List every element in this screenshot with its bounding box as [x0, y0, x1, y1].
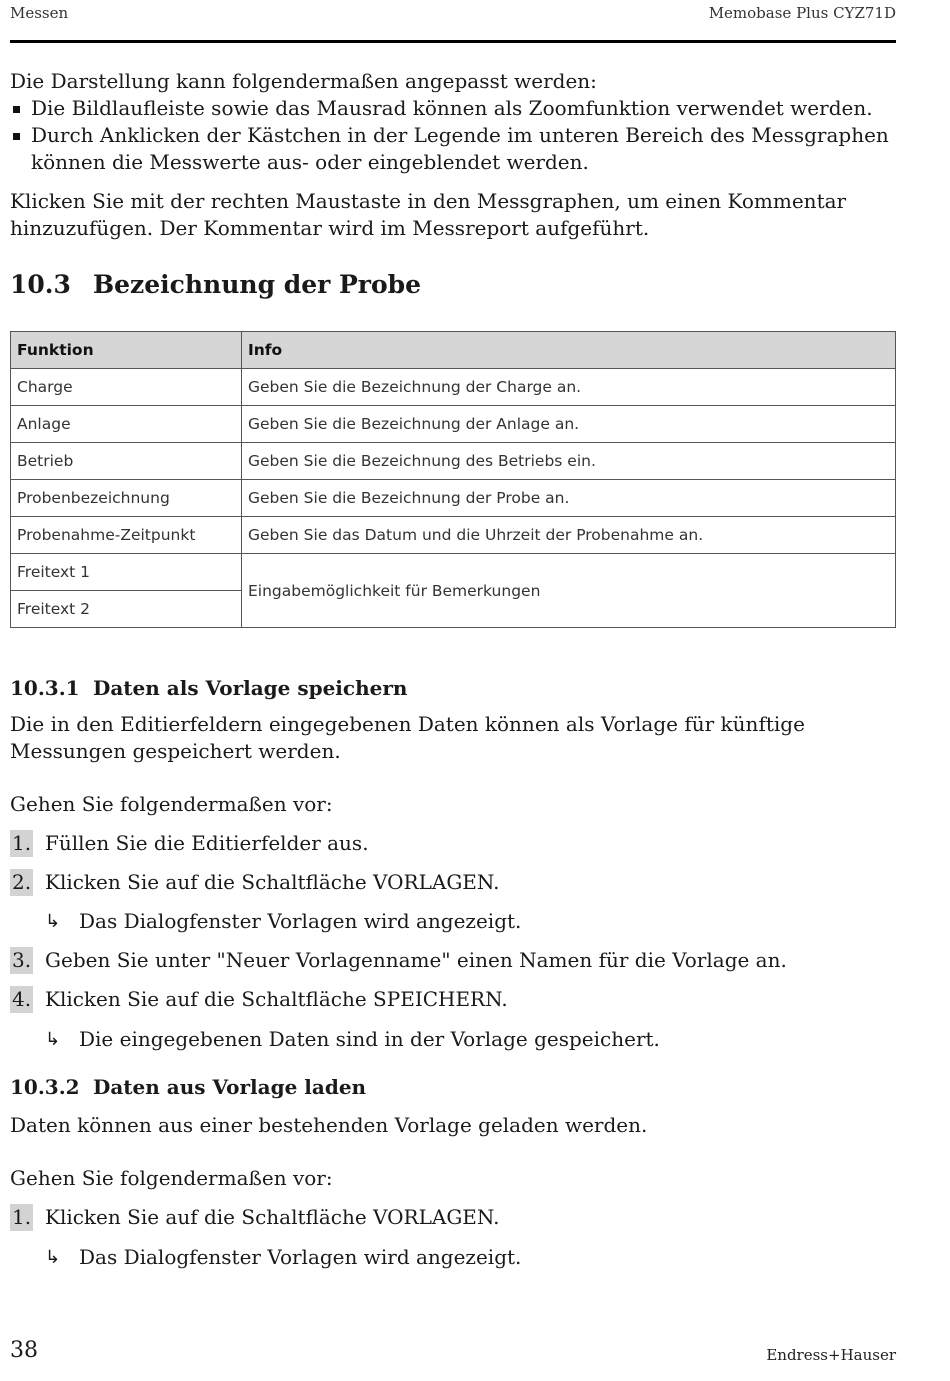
header-product-name: Memobase Plus CYZ71D: [708, 4, 896, 22]
table-cell-function: Freitext 2: [11, 591, 242, 628]
result-arrow-icon: ↳: [45, 911, 61, 932]
step-text: Geben Sie unter "Neuer Vorlagenname" einen Namen für die Vorlage an.: [45, 948, 787, 972]
table-row: [11, 480, 896, 517]
table-cell-function: Probenbezeichnung: [11, 480, 242, 517]
subsection-title: Daten als Vorlage speichern: [93, 676, 408, 700]
intro-text: Die Darstellung kann folgendermaßen angepasst werden:: [10, 69, 597, 93]
table-row: [11, 369, 896, 406]
subsection-title: Daten aus Vorlage laden: [93, 1075, 367, 1099]
page-content: [10, 68, 896, 1271]
table-header-cell: Info: [242, 332, 896, 369]
list-item: [10, 947, 896, 974]
table-cell-info: Geben Sie die Bezeichnung der Anlage an.: [242, 406, 896, 443]
table-row: [11, 554, 896, 591]
header-section-title: Messen: [10, 4, 69, 22]
result-text: Die eingegebenen Daten sind in der Vorlage gespeichert.: [79, 1027, 660, 1051]
table-cell-info: Geben Sie das Datum und die Uhrzeit der Probenahme an.: [242, 517, 896, 554]
table-row: [11, 406, 896, 443]
table-cell-function: Freitext 1: [11, 554, 242, 591]
step-result: [10, 908, 896, 935]
step-number: 1.: [12, 831, 32, 855]
bullet-list: [10, 95, 896, 176]
subsection-number: 10.3.2: [10, 1075, 80, 1099]
table-cell-function: Betrieb: [11, 443, 242, 480]
footer-brand: Endress+Hauser: [766, 1346, 896, 1364]
table-row: [11, 443, 896, 480]
page-header: [10, 2, 896, 43]
procedure-steps: [10, 1204, 896, 1271]
subsection-description: Daten können aus einer bestehenden Vorlage geladen werden.: [10, 1113, 648, 1137]
step-text: Klicken Sie auf die Schaltfläche SPEICHERN.: [45, 987, 508, 1011]
table-cell-info: Geben Sie die Bezeichnung der Charge an.: [242, 369, 896, 406]
bullet-item: Durch Anklicken der Kästchen in der Legende im unteren Bereich des Messgraphen können die Messwerte aus- oder eingeblendet werden.: [10, 122, 896, 176]
step-text: Füllen Sie die Editierfelder aus.: [45, 831, 369, 855]
table-cell-function: Anlage: [11, 406, 242, 443]
step-number: 4.: [12, 987, 32, 1011]
subsection-heading: [10, 675, 896, 701]
result-text: Das Dialogfenster Vorlagen wird angezeigt.: [79, 909, 522, 933]
step-text: Klicken Sie auf die Schaltfläche VORLAGEN.: [45, 1205, 500, 1229]
step-result: [10, 1026, 896, 1053]
table-cell-info-merged: Eingabemöglichkeit für Bemerkungen: [242, 554, 896, 628]
step-text: Klicken Sie auf die Schaltfläche VORLAGEN.: [45, 870, 500, 894]
procedure-steps: [10, 830, 896, 1053]
list-item: [10, 869, 896, 896]
step-number: 1.: [12, 1205, 32, 1229]
table-row: [11, 517, 896, 554]
table-cell-info: Geben Sie die Bezeichnung der Probe an.: [242, 480, 896, 517]
procedure-lead: Gehen Sie folgendermaßen vor:: [10, 792, 333, 816]
step-number: 3.: [12, 948, 32, 972]
result-text: Das Dialogfenster Vorlagen wird angezeigt.: [79, 1245, 522, 1269]
list-item: [10, 830, 896, 857]
step-number: 2.: [12, 870, 32, 894]
step-result: [10, 1244, 896, 1271]
section-heading: [10, 270, 896, 300]
sample-designation-table: [10, 331, 896, 628]
subsection-number: 10.3.1: [10, 676, 80, 700]
table-cell-function: Probenahme-Zeitpunkt: [11, 517, 242, 554]
table-header-row: [11, 332, 896, 369]
page-number: 38: [10, 1338, 38, 1363]
list-item: [10, 1204, 896, 1231]
bullet-item: Die Bildlaufleiste sowie das Mausrad können als Zoomfunktion verwendet werden.: [10, 95, 896, 122]
section-title: Bezeichnung der Probe: [93, 270, 422, 299]
result-arrow-icon: ↳: [45, 1029, 61, 1050]
comment-paragraph: Klicken Sie mit der rechten Maustaste in den Messgraphen, um einen Kommentar hinzuzufügen. Der Kommentar wird im Messreport aufgeführt.: [10, 189, 847, 240]
table-cell-function: Charge: [11, 369, 242, 406]
procedure-lead: Gehen Sie folgendermaßen vor:: [10, 1166, 333, 1190]
subsection-description: Die in den Editierfeldern eingegebenen Daten können als Vorlage für künftige Messungen gespeichert werden.: [10, 712, 805, 763]
table-header-cell: Funktion: [11, 332, 242, 369]
result-arrow-icon: ↳: [45, 1247, 61, 1268]
subsection-heading: [10, 1074, 896, 1100]
section-number: 10.3: [10, 270, 71, 299]
list-item: [10, 986, 896, 1013]
table-cell-info: Geben Sie die Bezeichnung des Betriebs ein.: [242, 443, 896, 480]
